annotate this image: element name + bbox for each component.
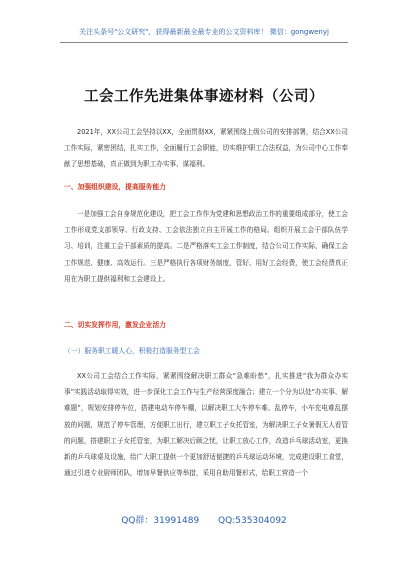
section-1-paragraph: 一是加强工会自身规范化建设，把工会工作作为党建和思想政治工作的重要组成部分，使工会工作形成党支部领导、行政支持、工会依法独立自主开展工作的格局。组织开展工会干部队伍学习、培训，注重工会干部素质的提高。二是严格落实工会工作制度，结合公司工作实际，确保工会工作规范、健康、高效运行。三是严格执行各项财务制度，管好、用好工会经费，使工会经费真正用在为职工提供福利和工会建设上。 <box>64 210 348 283</box>
footer-contact <box>0 514 408 528</box>
qq-group-text: QQ群：31991489 <box>121 516 200 526</box>
subsection-1-heading: （一）服务职工暖人心，积极打造服务型工会 <box>64 347 200 355</box>
section-1-heading: 一、加强组织建设，提高服务能力 <box>64 183 166 191</box>
header-banner: 关注头条号"公文研究"，获得最新最全最专业的公文资料库！ 微信：gongwenyj <box>60 24 348 43</box>
subsection-1-paragraph: XX公司工会结合工作实际，紧紧围绕解决职工群众“急难盼愁”，扎实推进“我为群众办实事”实践活动取得实效，进一步深化工会工作与生产经营深度融合；建立一个分为以处“办实事、解难题”，规划安排停车位，搭建电动车停车棚，以解决职工大车停车难、乱停车，小车充电难乱摆放的问题，规范了停车管理，方便职工出行，建立职工子女托管室，为解决职工子女暑假无人看管的问题，搭建职工子女托管室，为职工解决后顾之忧，让职工放心工作，改造乒乓球活动室，更换新的乒乓球桌及设施，给广大职工提供一个更加舒适便捷的乒乓球运动环境，完成建设职工食堂，通过引进专业厨师团队，增加早餐供应等举措，采用自助用餐形式，给职工营造一个 <box>64 372 348 478</box>
intro-paragraph: 2021年，XX公司工会坚持以XX，全面贯彻XX，紧紧围绕上级公司的安排部署，结合XX公司工作实际，紧密团结，扎实工作，全面履行工会职能，切实维护职工合法权益，为公司中心工作奉献了思想基础，真正做到为职工办实事、谋福利。 <box>64 128 348 169</box>
document-title: 工会工作先进集体事迹材料（公司） <box>84 88 324 105</box>
section-2-heading: 二、切实发挥作用，激发企业活力 <box>64 321 166 329</box>
qq-text: QQ:535304092 <box>218 516 287 526</box>
